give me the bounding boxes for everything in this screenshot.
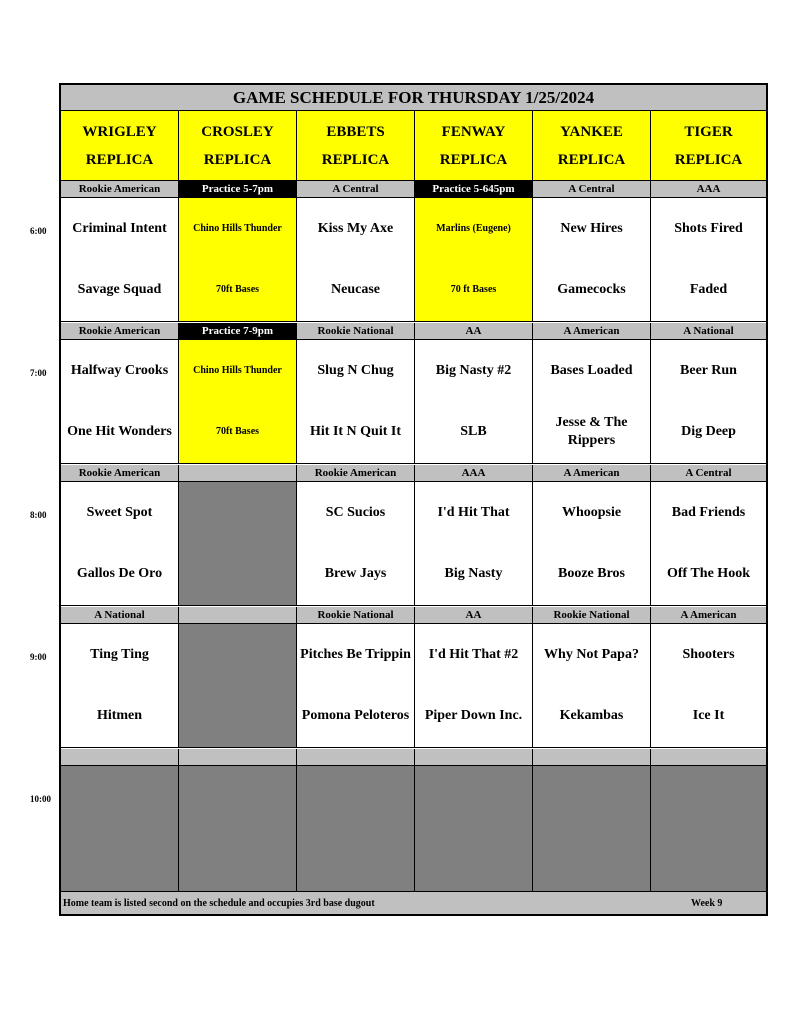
game-cell: [297, 482, 415, 606]
home-team: Big Nasty: [444, 566, 503, 582]
away-team: Kiss My Axe: [317, 220, 394, 236]
unused-game-cell: [651, 766, 766, 892]
home-team: Jesse & The Rippers: [555, 415, 628, 449]
game-cell: [415, 624, 533, 748]
division-label: AA: [415, 323, 533, 340]
away-team: Halfway Crooks: [70, 362, 169, 378]
away-team: Bases Loaded: [550, 362, 633, 378]
field-subtitle: REPLICA: [321, 151, 390, 168]
game-cell: [61, 340, 179, 464]
home-team: Faded: [689, 282, 728, 298]
away-team: SC Sucios: [325, 504, 386, 520]
division-label: [179, 465, 297, 482]
home-team: SLB: [460, 424, 487, 440]
away-team: Big Nasty #2: [435, 362, 512, 378]
away-team: I'd Hit That: [437, 504, 510, 520]
field-name: TIGER: [684, 123, 733, 140]
field-name: FENWAY: [441, 123, 506, 140]
game-cell: [415, 340, 533, 464]
division-label: Rookie National: [533, 607, 651, 624]
field-header-crosley: [179, 111, 297, 181]
game-cell: [533, 624, 651, 748]
division-label: Rookie National: [297, 323, 415, 340]
game-cell: [415, 482, 533, 606]
time-label-7: 7:00: [30, 368, 47, 378]
home-team: 70ft Bases: [215, 284, 260, 296]
game-cell: [297, 340, 415, 464]
game-cell: [651, 482, 766, 606]
field-header-tiger: [651, 111, 766, 181]
unused-division-bar: [415, 749, 533, 766]
away-team: Slug N Chug: [317, 362, 394, 378]
field-header-wrigley: [61, 111, 179, 181]
unused-division-bar: [533, 749, 651, 766]
away-team: Bad Friends: [671, 504, 746, 520]
time-label-9: 9:00: [30, 652, 47, 662]
time-label-10: 10:00: [30, 794, 51, 804]
game-cell: [651, 198, 766, 322]
away-team: Marlins (Eugene): [436, 222, 511, 234]
game-cell: [179, 340, 297, 464]
division-label: A National: [651, 323, 766, 340]
unused-game-cell: [179, 624, 297, 748]
home-team: Piper Down Inc.: [424, 708, 523, 724]
division-label: A American: [533, 465, 651, 482]
home-team: Neucase: [331, 282, 380, 298]
away-team: Pitches Be Trippin: [300, 646, 411, 662]
division-label: [179, 607, 297, 624]
unused-game-cell: [179, 482, 297, 606]
division-label: AAA: [651, 181, 766, 198]
game-cell: [297, 198, 415, 322]
division-label: Rookie American: [61, 465, 179, 482]
game-cell: [651, 624, 766, 748]
game-cell: [61, 482, 179, 606]
unused-game-cell: [533, 766, 651, 892]
unused-game-cell: [61, 766, 179, 892]
home-team: Hit It N Quit It: [310, 424, 401, 440]
unused-division-bar: [651, 749, 766, 766]
away-team: Chino Hills Thunder: [193, 222, 282, 234]
game-cell: [533, 482, 651, 606]
division-label: Practice 5-645pm: [415, 181, 533, 198]
division-label: AAA: [415, 465, 533, 482]
game-cell: [297, 624, 415, 748]
away-team: Shots Fired: [674, 220, 743, 236]
away-team: New Hires: [560, 220, 623, 236]
field-subtitle: REPLICA: [85, 151, 154, 168]
division-label: AA: [415, 607, 533, 624]
footer-note: Home team is listed second on the schedule and occupies 3rd base dugout: [63, 897, 375, 909]
away-team: Beer Run: [680, 362, 737, 378]
division-label: Practice 7-9pm: [179, 323, 297, 340]
away-team: Criminal Intent: [72, 220, 167, 236]
field-header-fenway: [415, 111, 533, 181]
game-cell: [651, 340, 766, 464]
home-team: Gallos De Oro: [76, 566, 163, 582]
field-header-yankee: [533, 111, 651, 181]
home-team: Pomona Peloteros: [301, 708, 410, 724]
schedule-sheet: [59, 83, 768, 916]
game-cell: [415, 198, 533, 322]
field-name: YANKEE: [560, 123, 623, 140]
away-team: Whoopsie: [561, 504, 622, 520]
field-header-ebbets: [297, 111, 415, 181]
game-cell: [61, 198, 179, 322]
home-team: Ice It: [692, 708, 725, 724]
field-name: EBBETS: [326, 123, 385, 140]
game-cell: [533, 340, 651, 464]
division-label: A Central: [297, 181, 415, 198]
unused-game-cell: [415, 766, 533, 892]
home-team: Kekambas: [559, 708, 624, 724]
unused-division-bar: [61, 749, 179, 766]
division-label: Rookie American: [297, 465, 415, 482]
time-label-6: 6:00: [30, 226, 47, 236]
home-team: Gamecocks: [557, 282, 626, 298]
away-team: I'd Hit That #2: [428, 646, 519, 662]
home-team: Booze Bros: [557, 566, 625, 582]
field-name: CROSLEY: [201, 123, 274, 140]
game-cell: [61, 624, 179, 748]
division-label: A National: [61, 607, 179, 624]
away-team: Chino Hills Thunder: [193, 364, 282, 376]
unused-division-bar: [297, 749, 415, 766]
away-team: Why Not Papa?: [544, 646, 639, 662]
division-label: Rookie American: [61, 181, 179, 198]
field-subtitle: REPLICA: [439, 151, 508, 168]
division-label: A Central: [651, 465, 766, 482]
unused-division-bar: [179, 749, 297, 766]
field-subtitle: REPLICA: [674, 151, 743, 168]
home-team: Off The Hook: [667, 566, 750, 582]
division-label: A American: [533, 323, 651, 340]
field-subtitle: REPLICA: [557, 151, 626, 168]
division-label: A American: [651, 607, 766, 624]
division-label: Practice 5-7pm: [179, 181, 297, 198]
game-cell: [179, 198, 297, 322]
game-cell: [533, 198, 651, 322]
away-team: Ting Ting: [90, 646, 149, 662]
home-team: Dig Deep: [681, 424, 736, 440]
home-team: Brew Jays: [324, 566, 387, 582]
field-name: WRIGLEY: [82, 123, 157, 140]
unused-game-cell: [297, 766, 415, 892]
time-label-8: 8:00: [30, 510, 47, 520]
home-team: Savage Squad: [77, 282, 162, 298]
unused-game-cell: [179, 766, 297, 892]
home-team: One Hit Wonders: [67, 424, 172, 440]
week-label: Week 9: [691, 897, 723, 909]
home-team: 70ft Bases: [215, 426, 260, 438]
schedule-title: GAME SCHEDULE FOR THURSDAY 1/25/2024: [61, 85, 766, 111]
division-label: A Central: [533, 181, 651, 198]
field-subtitle: REPLICA: [203, 151, 272, 168]
division-label: Rookie National: [297, 607, 415, 624]
away-team: Shooters: [682, 646, 735, 662]
home-team: Hitmen: [96, 708, 143, 724]
away-team: Sweet Spot: [86, 504, 153, 520]
division-label: Rookie American: [61, 323, 179, 340]
home-team: 70 ft Bases: [450, 284, 497, 296]
footer-bar: [61, 892, 766, 914]
